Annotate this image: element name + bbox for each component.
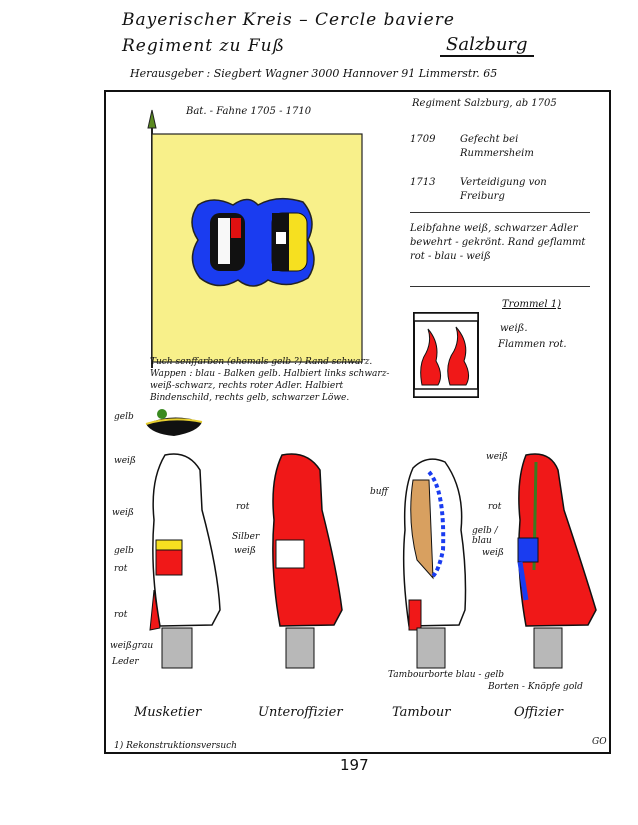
flag-description: Tuch senffarben (ehemals gelb ?) Rand schwarz. Wappen : blau - Balken gelb. Halbiert links schwarz-weiß-schwarz, rechts roter Adler. Halbiert Bindenschild, rechts gelb, schwarzer Löwe.: [150, 357, 390, 403]
divider: [410, 286, 590, 287]
unteroffizier-label: weiß: [234, 546, 256, 556]
offizier-label: weiß: [486, 452, 508, 462]
offizier-figure: [512, 450, 612, 680]
event-2-year: 1713: [410, 177, 436, 188]
tambour-note: Tambourborte blau - gelb: [388, 670, 505, 680]
flag-illustration: [138, 110, 368, 370]
caption-offizier: Offizier: [514, 705, 563, 720]
unteroffizier-label: rot: [236, 502, 250, 512]
offizier-label: rot: [488, 502, 502, 512]
tricorn-hat-illustration: [140, 402, 210, 442]
musketier-figure: [140, 450, 240, 680]
musketier-label: Leder: [112, 657, 139, 667]
publisher-line: Herausgeber : Siegbert Wagner 3000 Hannover 91 Limmerstr. 65: [130, 67, 498, 80]
musketier-label: gelb: [114, 546, 134, 556]
event-2-text: Verteidigung von Freiburg: [460, 177, 547, 202]
leibfahne-note: Leibfahne weiß, schwarzer Adler bewehrt - gekrönt. Rand geflammt rot - blau - weiß: [410, 223, 586, 262]
header-line-1: Bayerischer Kreis – Cercle baviere: [122, 10, 455, 30]
offizier-label: weiß: [482, 548, 504, 558]
musketier-label: rot: [114, 564, 128, 574]
footnote: 1) Rekonstruktionsversuch: [114, 741, 237, 751]
divider: [410, 212, 590, 213]
musketier-label: weiß: [114, 456, 136, 466]
caption-tambour: Tambour: [392, 705, 451, 720]
offizier-label: gelb / blau: [472, 526, 498, 546]
musketier-label: rot: [114, 610, 128, 620]
page-number: 197: [340, 756, 369, 774]
unteroffizier-label: Silber: [232, 532, 260, 542]
flag-title: Bat. - Fahne 1705 - 1710: [186, 106, 312, 117]
header-line-2: Regiment zu Fuß: [122, 36, 285, 56]
caption-musketier: Musketier: [134, 705, 202, 720]
regiment-name: Salzburg: [440, 34, 534, 57]
artist-initials: GO: [592, 737, 607, 747]
tambour-figure: [395, 450, 495, 680]
drum-illustration: [414, 313, 480, 399]
musketier-label: weißgrau: [110, 641, 154, 651]
drum-title: Trommel 1): [502, 299, 561, 310]
caption-unteroffizier: Unteroffizier: [258, 705, 343, 720]
history-heading: Regiment Salzburg, ab 1705: [412, 98, 557, 109]
drum-line-2: Flammen rot.: [498, 339, 567, 350]
unteroffizier-figure: [262, 450, 362, 680]
hat-label: gelb: [114, 412, 134, 422]
musketier-label: weiß: [112, 508, 134, 518]
event-1-text: Gefecht bei Rummersheim: [460, 134, 534, 159]
drum-line-1: weiß.: [500, 323, 528, 334]
offizier-note: Borten - Knöpfe gold: [488, 682, 583, 692]
tambour-label: buff: [370, 487, 388, 497]
event-1-year: 1709: [410, 134, 436, 145]
